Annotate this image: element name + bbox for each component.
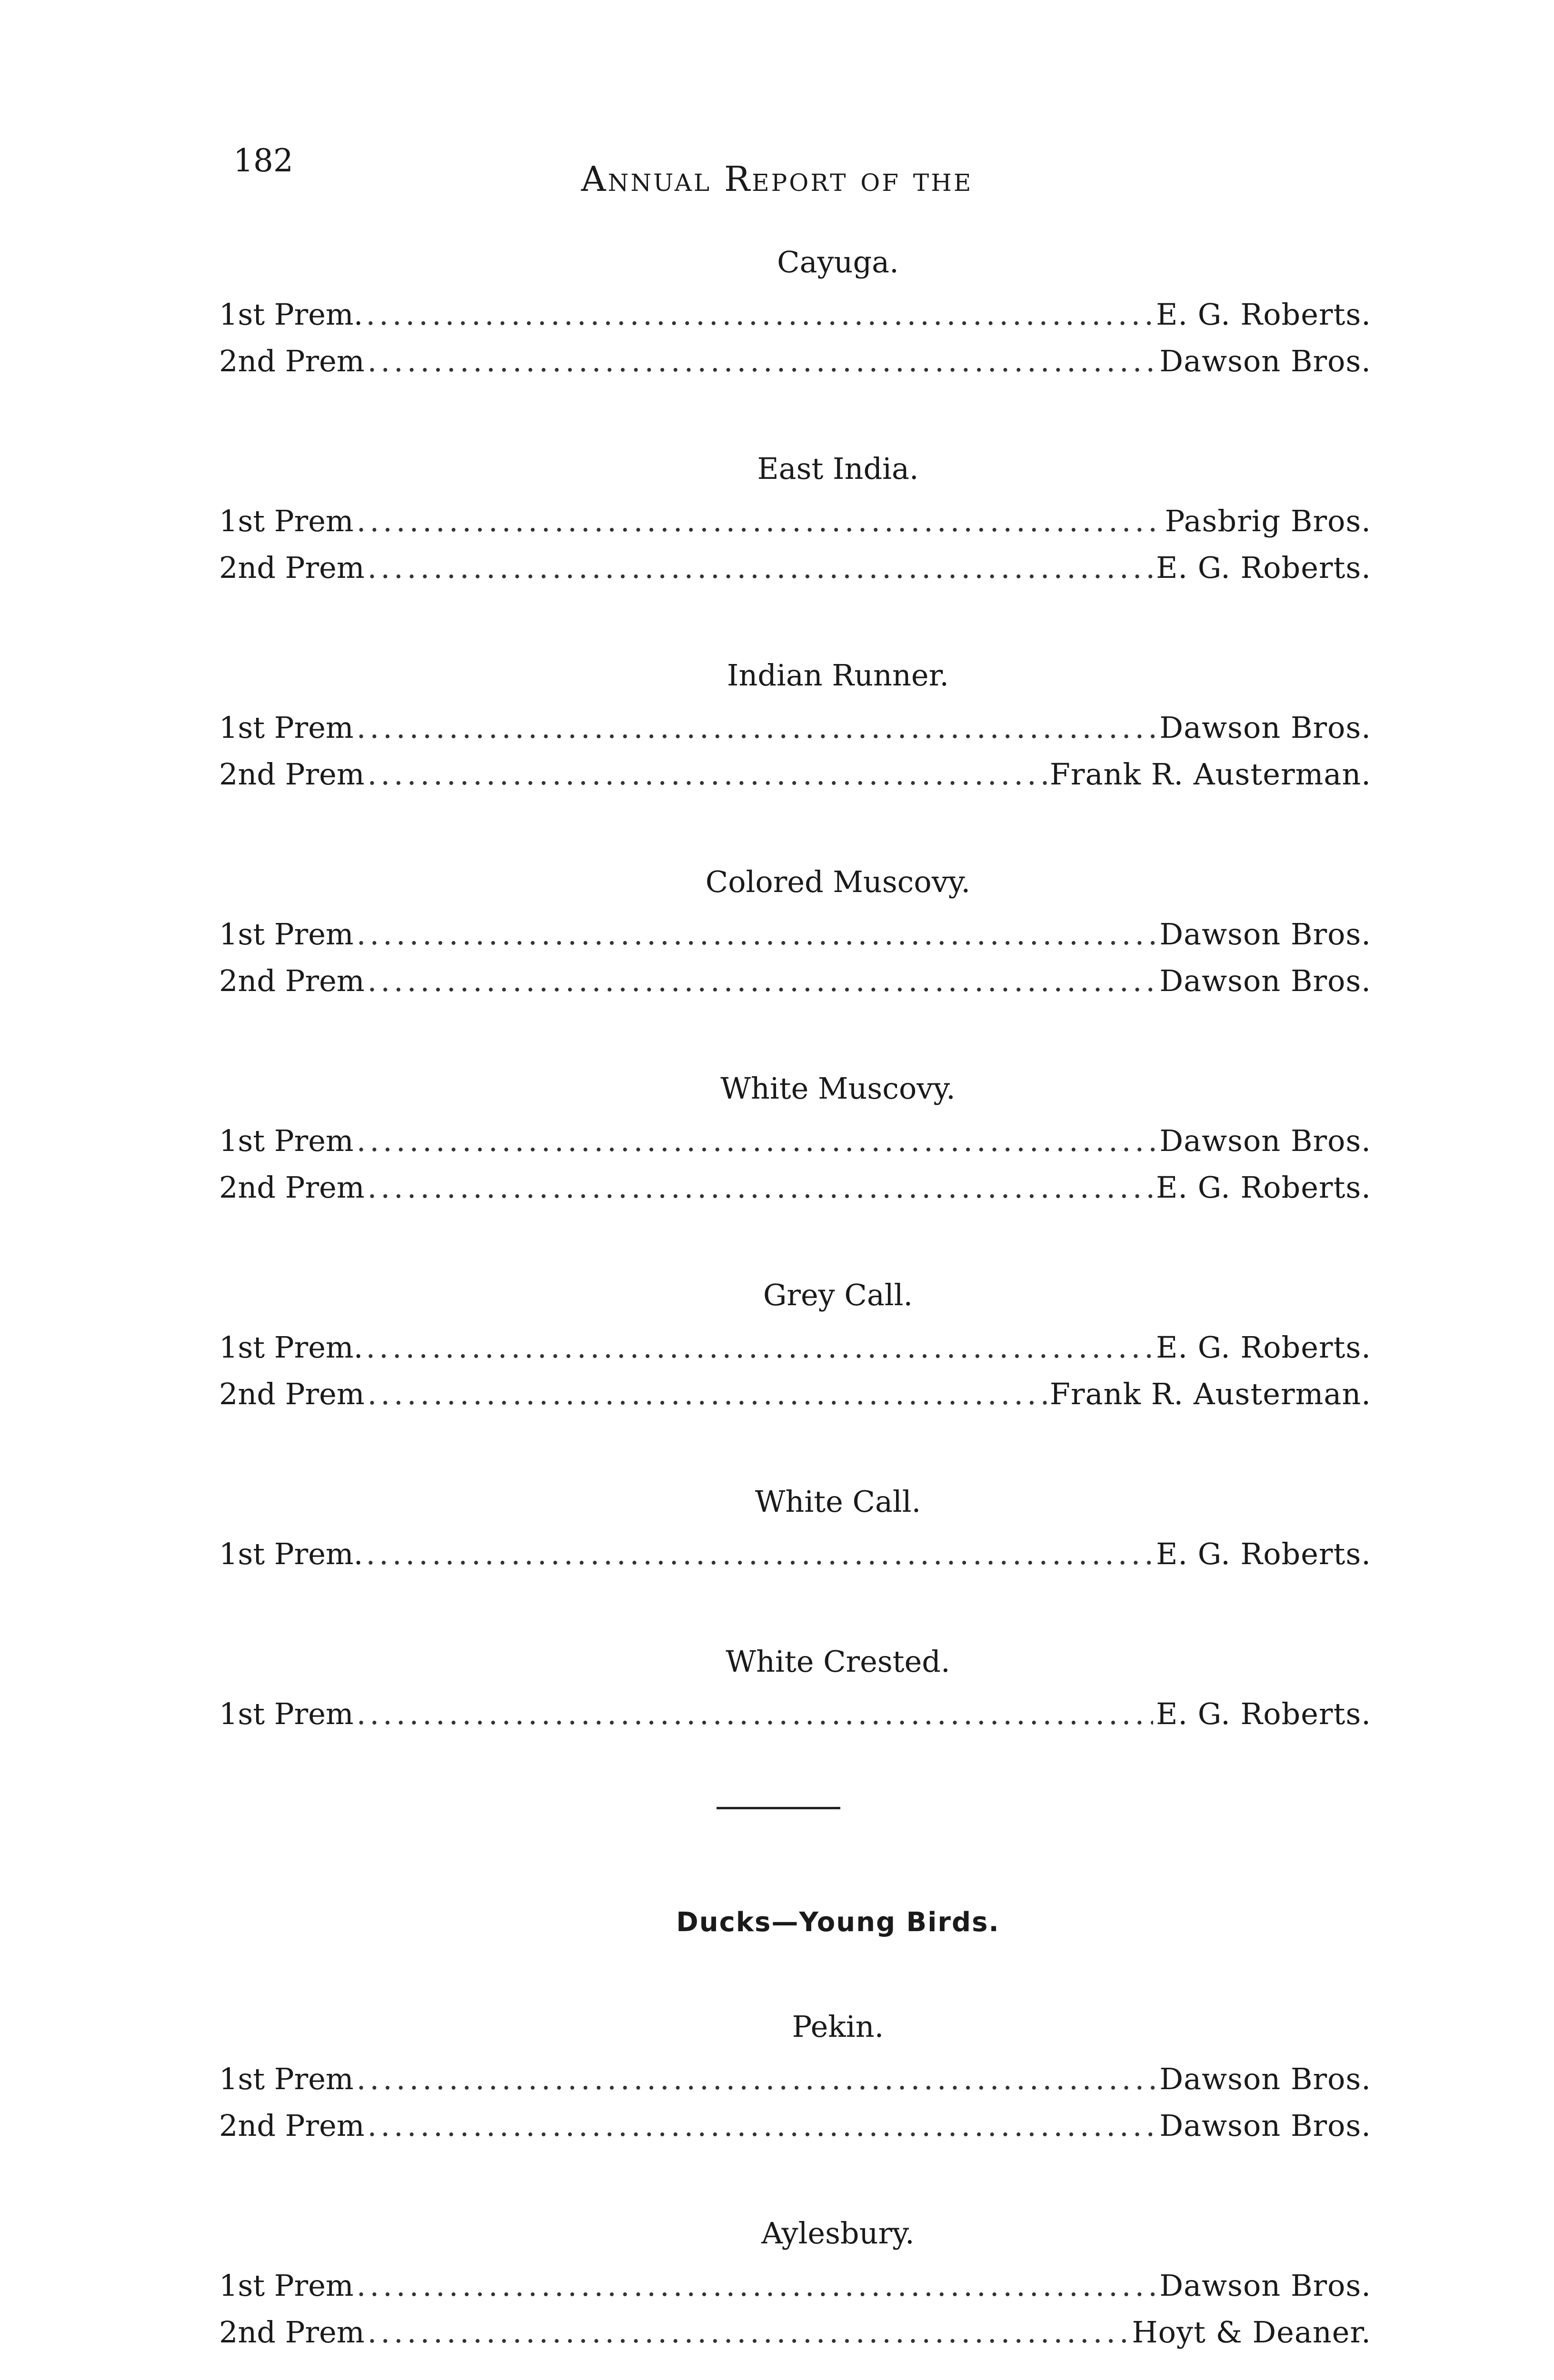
dot-leader <box>357 2064 1157 2094</box>
premium-place: 2nd Prem <box>219 2108 365 2143</box>
breed-title: Grey Call. <box>763 1278 913 1312</box>
dot-leader <box>368 1379 1047 1409</box>
page-number: 182 <box>233 142 293 179</box>
premium-winner: Dawson Bros. <box>1159 2108 1371 2143</box>
premium-winner: Dawson Bros. <box>1159 344 1371 378</box>
premium-place: 1st Prem. <box>219 1537 363 1571</box>
premium-row <box>219 550 1371 600</box>
premium-row <box>219 1379 1371 1426</box>
dot-leader <box>368 347 1157 376</box>
premium-winner: E. G. Roberts. <box>1156 1330 1371 1365</box>
premium-place: 1st Prem <box>219 1696 354 1731</box>
breed-section <box>219 2009 1371 2158</box>
breed-title: Aylesbury. <box>761 2216 915 2251</box>
premium-row <box>219 710 1371 760</box>
premium-row <box>219 344 1371 393</box>
premium-place: 1st Prem <box>219 2268 354 2303</box>
premium-winner: Dawson Bros. <box>1159 710 1371 745</box>
dot-leader <box>357 1126 1157 1156</box>
premium-winner: Dawson Bros. <box>1159 2062 1371 2096</box>
dot-leader <box>357 506 1162 536</box>
dot-leader <box>368 1173 1154 1202</box>
young-duck-sections <box>219 2009 1371 2364</box>
breed-section <box>219 451 1371 600</box>
breed-title: Indian Runner. <box>727 658 949 693</box>
dot-leader <box>357 920 1157 949</box>
premium-row <box>219 1330 1371 1379</box>
premium-row <box>219 1123 1371 1173</box>
premium-winner: E. G. Roberts. <box>1156 297 1371 332</box>
dot-leader <box>368 553 1154 583</box>
premium-winner: Hoyt & Deaner. <box>1132 2315 1371 2350</box>
breed-section <box>219 1644 1371 1746</box>
breed-title: White Call. <box>755 1484 921 1519</box>
premium-place: 1st Prem <box>219 504 354 538</box>
premium-row <box>219 963 1371 1013</box>
premium-place: 1st Prem <box>219 710 354 745</box>
breed-section <box>219 1484 1371 1586</box>
premium-row <box>219 506 1371 553</box>
premium-winner: Dawson Bros. <box>1159 917 1371 952</box>
premium-winner: E. G. Roberts. <box>1156 1696 1371 1731</box>
group-title: Ducks—Young Birds. <box>676 1907 1000 1938</box>
premium-row <box>219 1696 1371 1746</box>
breed-title: Pekin. <box>792 2009 884 2044</box>
premium-place: 1st Prem. <box>219 1330 363 1365</box>
premium-row <box>219 2315 1371 2364</box>
premium-winner: Dawson Bros. <box>1159 2268 1371 2303</box>
breed-section <box>219 864 1371 1013</box>
premium-place: 1st Prem <box>219 1123 354 1158</box>
premium-place: 2nd Prem <box>219 1170 365 1205</box>
premium-row <box>219 2268 1371 2318</box>
breed-section <box>219 1280 1371 1426</box>
dot-leader <box>366 1539 1153 1569</box>
premium-place: 2nd Prem <box>219 550 365 585</box>
premium-row <box>219 757 1371 806</box>
premium-place: 2nd Prem <box>219 344 365 378</box>
premium-place: 2nd Prem <box>219 1377 365 1411</box>
premium-row <box>219 1170 1371 1220</box>
premium-winner: E. G. Roberts. <box>1156 550 1371 585</box>
breed-title: White Crested. <box>726 1644 950 1679</box>
premium-row <box>219 917 1371 966</box>
premium-winner: E. G. Roberts. <box>1156 1170 1371 1205</box>
breed-section <box>219 245 1371 393</box>
premium-winner: Pasbrig Bros. <box>1165 504 1371 538</box>
premium-place: 1st Prem <box>219 917 354 952</box>
premium-winner: Frank R. Austerman. <box>1049 1377 1371 1411</box>
premium-row <box>219 2064 1371 2111</box>
section-separator <box>717 1807 840 1809</box>
dot-leader <box>357 2271 1157 2301</box>
breed-section <box>219 1071 1371 1220</box>
breed-title: Colored Muscovy. <box>705 864 971 899</box>
premium-winner: Dawson Bros. <box>1159 963 1371 998</box>
dot-leader <box>368 2111 1157 2141</box>
premium-winner: E. G. Roberts. <box>1156 1537 1371 1571</box>
dot-leader <box>366 1333 1153 1362</box>
premium-row <box>219 2108 1371 2158</box>
premium-place: 2nd Prem <box>219 757 365 792</box>
premium-row <box>219 1539 1371 1586</box>
premium-winner: Frank R. Austerman. <box>1049 757 1371 792</box>
dot-leader <box>368 2318 1129 2347</box>
premium-place: 1st Prem <box>219 2062 354 2096</box>
breed-section <box>219 658 1371 806</box>
breed-title: Cayuga. <box>777 245 899 279</box>
premium-winner: Dawson Bros. <box>1159 1123 1371 1158</box>
premium-place: 2nd Prem <box>219 2315 365 2350</box>
dot-leader <box>366 300 1153 329</box>
dot-leader <box>357 713 1157 743</box>
breed-title: White Muscovy. <box>720 1071 956 1106</box>
premium-list <box>219 245 1371 2380</box>
breed-section <box>219 2216 1371 2364</box>
premium-place: 2nd Prem <box>219 963 365 998</box>
premium-row <box>219 297 1371 347</box>
running-head: Annual Report of the <box>581 159 973 199</box>
adult-duck-sections <box>219 245 1371 1746</box>
dot-leader <box>368 966 1157 996</box>
dot-leader <box>368 760 1047 789</box>
dot-leader <box>357 1699 1153 1729</box>
premium-place: 1st Prem. <box>219 297 363 332</box>
breed-title: East India. <box>757 451 919 486</box>
